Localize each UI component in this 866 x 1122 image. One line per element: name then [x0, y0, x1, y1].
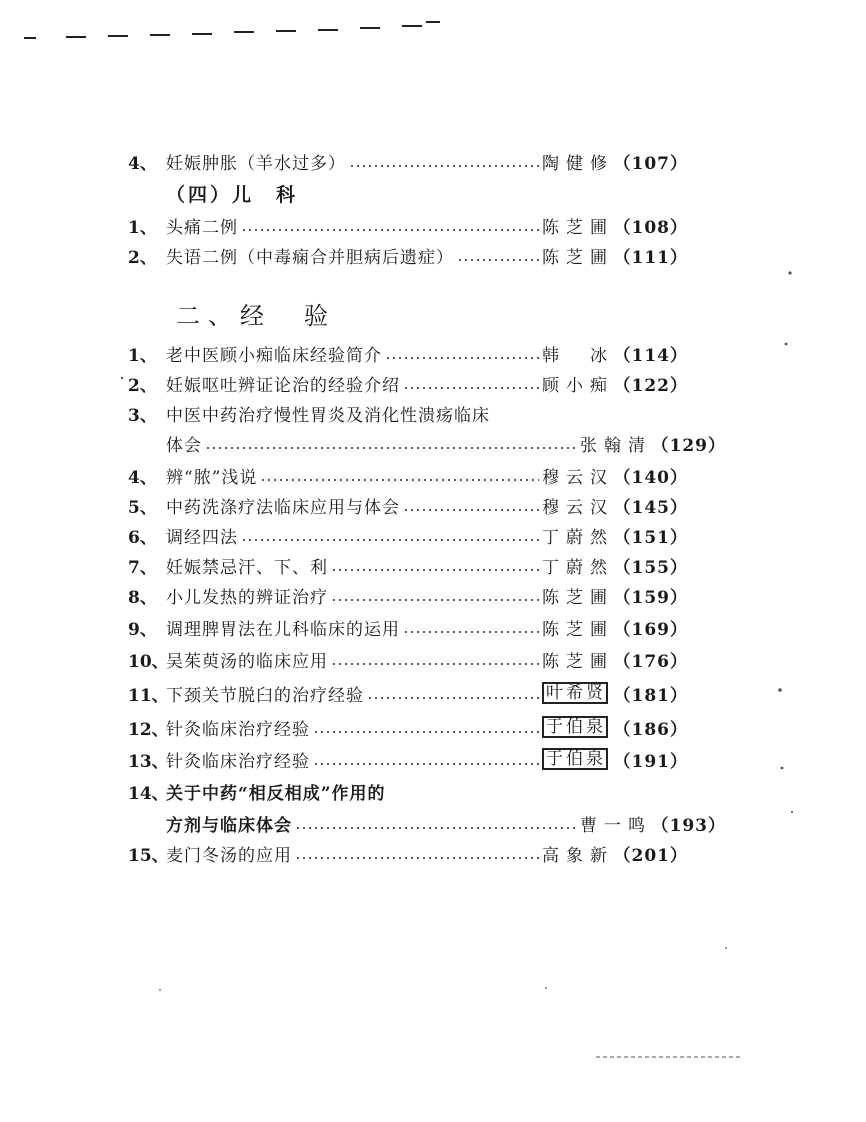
dot-leader	[241, 539, 539, 541]
toc-entry[interactable]	[128, 840, 688, 866]
dot-leader	[260, 479, 539, 481]
entry-number: 15、	[128, 845, 169, 866]
entry-author: 韩 冰	[542, 345, 608, 366]
dot-leader	[331, 569, 539, 571]
entry-author: 丁蔚然	[542, 527, 608, 548]
entry-number: 11、	[128, 685, 169, 706]
toc-entry[interactable]	[128, 212, 688, 238]
dot-leader	[403, 631, 539, 633]
entry-number: 14、	[128, 783, 169, 804]
entry-author: 陈芝圃	[542, 619, 608, 640]
entry-title: 针灸临床治疗经验	[166, 751, 310, 772]
section-heading-pediatrics: （四）儿 科	[166, 184, 299, 206]
toc-entry[interactable]	[128, 522, 688, 548]
dot-leader	[385, 357, 539, 359]
entry-title: 下颈关节脱臼的治疗经验	[166, 685, 364, 706]
toc-entry[interactable]	[128, 646, 688, 672]
entry-author-boxed: 叶希贤	[542, 682, 608, 704]
entry-author: 陈芝圃	[542, 587, 608, 608]
entry-number: 4、	[128, 153, 157, 174]
toc-entry[interactable]	[128, 492, 688, 518]
toc-entry-first-line[interactable]	[128, 400, 688, 426]
entry-number: 1、	[128, 345, 157, 366]
entry-author: 丁蔚然	[542, 557, 608, 578]
entry-author: 陈芝圃	[542, 247, 608, 268]
entry-page: （151）	[613, 527, 688, 548]
entry-number: 6、	[128, 527, 157, 548]
entry-page: （169）	[613, 619, 688, 640]
entry-page: （193）	[651, 815, 726, 836]
entry-author: 穆云汉	[542, 467, 608, 488]
entry-page: （155）	[613, 557, 688, 578]
entry-title-continued: 方剂与临床体会	[166, 815, 292, 836]
entry-number: 8、	[128, 587, 157, 608]
entry-title: 失语二例（中毒痫合并胆病后遗症）	[166, 247, 454, 268]
toc-entry[interactable]	[128, 582, 688, 608]
dot-leader	[331, 599, 539, 601]
entry-number: 9、	[128, 619, 157, 640]
toc-entry[interactable]	[128, 746, 688, 772]
entry-number: 4、	[128, 467, 157, 488]
entry-number: 12、	[128, 719, 169, 740]
entry-title: 中药洗涤疗法临床应用与体会	[166, 497, 400, 518]
entry-page: （176）	[613, 651, 688, 672]
entry-title: 麦门冬汤的应用	[166, 845, 292, 866]
entry-page: （111）	[613, 247, 688, 268]
entry-author-boxed: 于伯泉	[542, 716, 608, 738]
entry-page: （145）	[613, 497, 688, 518]
entry-title: 关于中药“相反相成”作用的	[166, 783, 386, 804]
entry-number: 5、	[128, 497, 157, 518]
entry-page: （140）	[613, 467, 688, 488]
entry-author-boxed: 于伯泉	[542, 748, 608, 770]
entry-title-continued: 体会	[166, 435, 202, 456]
toc-entry[interactable]	[128, 614, 688, 640]
dot-leader	[313, 763, 539, 765]
dot-leader	[349, 165, 539, 167]
entry-page: （107）	[613, 153, 688, 174]
dot-leader	[295, 827, 577, 829]
toc-entry[interactable]	[128, 148, 688, 174]
section-title-experience: 二、经 验	[176, 302, 336, 330]
entry-author: 穆云汉	[542, 497, 608, 518]
entry-number: 1、	[128, 217, 157, 238]
dot-leader	[457, 259, 539, 261]
entry-title: 调理脾胃法在儿科临床的运用	[166, 619, 400, 640]
entry-page: （108）	[613, 217, 688, 238]
entry-number: 10、	[128, 651, 169, 672]
toc-entry[interactable]	[128, 242, 688, 268]
toc-entry-continuation[interactable]	[128, 810, 726, 836]
entry-title: 小儿发热的辨证治疗	[166, 587, 328, 608]
entry-number: 2、	[128, 247, 157, 268]
dot-leader	[313, 731, 539, 733]
entry-page: （129）	[651, 435, 726, 456]
dot-leader	[403, 509, 539, 511]
entry-title: 吴茱萸汤的临床应用	[166, 651, 328, 672]
entry-author: 高象新	[542, 845, 608, 866]
entry-author: 陶健修	[542, 153, 608, 174]
entry-title: 中医中药治疗慢性胃炎及消化性溃疡临床	[166, 405, 490, 426]
entry-page: （191）	[613, 751, 688, 772]
top-dashed-rule	[22, 12, 442, 42]
toc-entry[interactable]	[128, 462, 688, 488]
dot-leader	[331, 663, 539, 665]
toc-entry[interactable]	[128, 680, 688, 706]
toc-entry[interactable]	[128, 714, 688, 740]
toc-entry-continuation[interactable]	[128, 430, 726, 456]
dot-leader	[295, 857, 539, 859]
entry-author: 张翰清	[580, 435, 646, 456]
dot-leader	[403, 387, 539, 389]
toc-entry[interactable]	[128, 340, 688, 366]
entry-page: （159）	[613, 587, 688, 608]
entry-page: （122）	[613, 375, 688, 396]
dot-leader	[205, 447, 577, 449]
entry-title: 头痛二例	[166, 217, 238, 238]
entry-page: （181）	[613, 685, 688, 706]
dot-leader	[241, 229, 539, 231]
entry-title: 妊娠呕吐辨证论治的经验介绍	[166, 375, 400, 396]
entry-author: 陈芝圃	[542, 651, 608, 672]
entry-author: 陈芝圃	[542, 217, 608, 238]
entry-title: 老中医顾小痴临床经验简介	[166, 345, 382, 366]
entry-number: 3、	[128, 405, 157, 426]
entry-title: 妊娠禁忌汗、下、利	[166, 557, 328, 578]
entry-number: 2、	[128, 375, 157, 396]
entry-author: 顾小痴	[542, 375, 608, 396]
entry-title: 辨“脓”浅说	[166, 467, 258, 488]
dot-leader	[367, 697, 539, 699]
entry-author: 曹一鸣	[580, 815, 646, 836]
entry-number: 7、	[128, 557, 157, 578]
entry-title: 调经四法	[166, 527, 238, 548]
entry-number: 13、	[128, 751, 169, 772]
entry-page: （114）	[613, 345, 688, 366]
toc-entry-first-line[interactable]	[128, 778, 688, 804]
entry-page: （201）	[613, 845, 688, 866]
entry-title: 针灸临床治疗经验	[166, 719, 310, 740]
toc-entry[interactable]	[128, 370, 688, 396]
entry-page: （186）	[613, 719, 688, 740]
entry-title: 妊娠肿胀（羊水过多）	[166, 153, 346, 174]
toc-entry[interactable]	[128, 552, 688, 578]
